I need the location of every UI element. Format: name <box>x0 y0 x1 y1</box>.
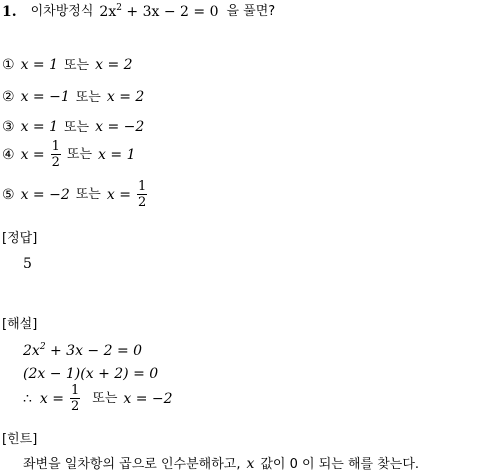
choice-rhs: x = 2 <box>106 89 145 105</box>
fraction-denominator: 2 <box>51 155 60 170</box>
explanation-line-2: (2x − 1)(x + 2) = 0 <box>23 366 159 382</box>
choice-lhs: x = −1 <box>20 89 70 105</box>
choice-lhs-fraction <box>51 139 61 170</box>
choice-rhs: x = 1 <box>98 146 136 163</box>
choice-connector: 또는 <box>75 89 101 105</box>
hint-text <box>23 457 419 471</box>
explanation-rhs: x = −2 <box>123 390 173 407</box>
hint-text-before: 좌변을 일차항의 곱으로 인수분해하고, <box>23 456 241 472</box>
choice-lhs: x = −2 <box>20 186 70 203</box>
choice-4[interactable] <box>2 139 135 170</box>
fraction-numerator: 1 <box>71 383 80 398</box>
explanation-connector: 또는 <box>92 391 118 406</box>
question-equation: $2x^2 + 3x - 2 = 0$ <box>99 3 219 20</box>
choice-marker: ① <box>2 57 15 73</box>
choice-rhs: x = <box>106 186 131 203</box>
choice-connector: 또는 <box>66 147 93 162</box>
fraction-numerator: 1 <box>51 139 60 154</box>
answer-label: [정답] <box>2 231 38 246</box>
choice-connector: 또는 <box>64 119 90 135</box>
question-prefix: 이차방정식 <box>30 4 94 19</box>
choice-lhs: x = <box>20 146 45 163</box>
explanation-lhs: x = <box>39 390 64 407</box>
choice-rhs: x = 2 <box>95 57 133 73</box>
explanation-label: [해설] <box>2 317 38 332</box>
choice-3[interactable] <box>2 120 144 134</box>
fraction-numerator: 1 <box>137 179 147 194</box>
choice-connector: 또는 <box>64 57 90 73</box>
explanation-line-1: $2x^2 + 3x - 2 = 0$ <box>23 342 143 359</box>
choice-5[interactable] <box>2 179 147 210</box>
choice-2[interactable] <box>2 90 144 104</box>
choice-1[interactable] <box>2 58 133 72</box>
choice-marker: ⑤ <box>2 186 15 203</box>
question-suffix: 을 풀면? <box>226 4 276 19</box>
choice-lhs: x = 1 <box>20 57 58 73</box>
choice-rhs: x = −2 <box>95 119 145 135</box>
explanation-line-3 <box>23 383 173 414</box>
choice-lhs: x = 1 <box>20 119 58 135</box>
therefore-symbol: ∴ <box>23 390 32 407</box>
choice-marker: ② <box>2 89 15 105</box>
fraction-denominator: 2 <box>71 399 80 414</box>
fraction-denominator: 2 <box>137 195 147 210</box>
explanation-fraction <box>70 383 80 414</box>
choice-rhs-fraction <box>137 179 147 210</box>
hint-label: [힌트] <box>2 432 38 447</box>
answer-value: 5 <box>23 256 32 272</box>
choice-marker: ③ <box>2 119 15 135</box>
question-number: 1. <box>2 3 17 20</box>
question-line <box>2 4 275 19</box>
choice-connector: 또는 <box>75 187 101 202</box>
hint-text-after: 값이 0 이 되는 해를 찾는다. <box>260 456 420 472</box>
hint-variable: x <box>246 456 255 472</box>
choice-marker: ④ <box>2 146 15 163</box>
